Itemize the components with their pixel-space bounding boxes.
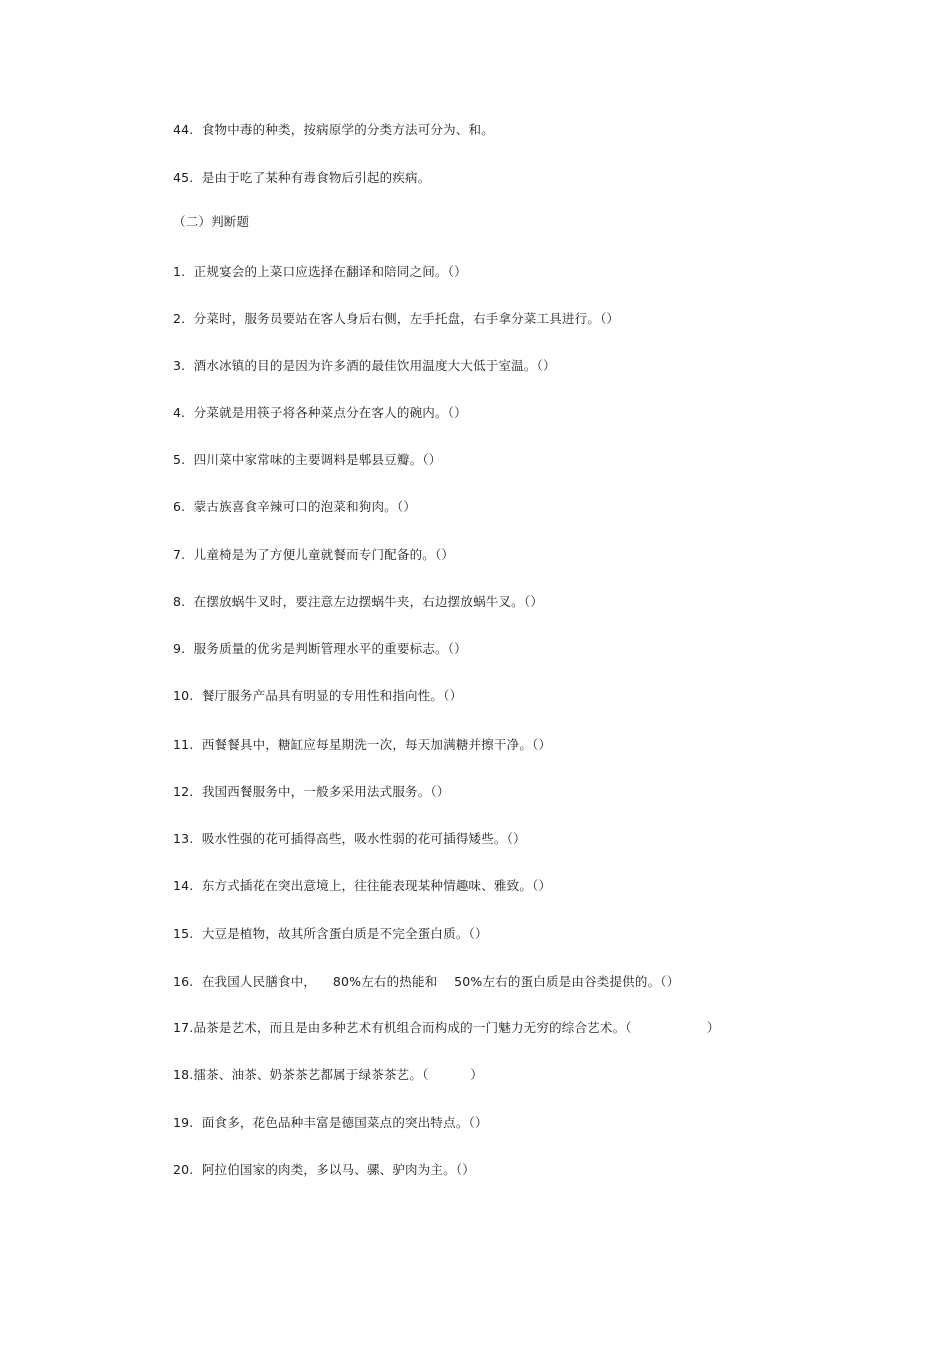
judgment-item-17: 17.品茶是艺术，而且是由多种艺术有机组合而构成的一门魅力无穷的综合艺术。（ ） bbox=[173, 1020, 720, 1035]
judgment-item-1: 1. 正规宴会的上菜口应选择在翻译和陪同之间。（） bbox=[173, 264, 467, 279]
judgment-item-2: 2. 分菜时，服务员要站在客人身后右侧，左手托盘，右手拿分菜工具进行。（） bbox=[173, 311, 620, 326]
judgment-item-4: 4. 分菜就是用筷子将各种菜点分在客人的碗内。（） bbox=[173, 405, 467, 420]
judgment-item-13: 13. 吸水性强的花可插得高些，吸水性弱的花可插得矮些。（） bbox=[173, 831, 526, 846]
judgment-item-3: 3. 酒水冰镇的目的是因为许多酒的最佳饮用温度大大低于室温。（） bbox=[173, 358, 556, 373]
judgment-item-18: 18.擂茶、油茶、奶茶茶艺都属于绿茶茶艺。（ ） bbox=[173, 1067, 483, 1082]
judgment-item-20: 20. 阿拉伯国家的肉类，多以马、骡、驴肉为主。（） bbox=[173, 1162, 475, 1177]
question-45: 45. 是由于吃了某种有毒食物后引起的疾病。 bbox=[173, 170, 431, 185]
judgment-item-19: 19. 面食多，花色品种丰富是德国菜点的突出特点。（） bbox=[173, 1115, 488, 1130]
judgment-item-5: 5. 四川菜中家常味的主要调料是郫县豆瓣。（） bbox=[173, 452, 442, 467]
judgment-item-9: 9. 服务质量的优劣是判断管理水平的重要标志。（） bbox=[173, 641, 467, 656]
question-44: 44. 食物中毒的种类，按病原学的分类方法可分为、和。 bbox=[173, 122, 494, 137]
judgment-item-7: 7. 儿童椅是为了方便儿童就餐而专门配备的。（） bbox=[173, 547, 455, 562]
judgment-item-11: 11. 西餐餐具中，糖缸应每星期洗一次，每天加满糖并擦干净。（） bbox=[173, 737, 552, 752]
judgment-item-6: 6. 蒙古族喜食辛辣可口的泡菜和狗肉。（） bbox=[173, 499, 417, 514]
judgment-item-10: 10. 餐厅服务产品具有明显的专用性和指向性。（） bbox=[173, 688, 463, 703]
section-title: （二）判断题 bbox=[173, 214, 250, 229]
judgment-item-8: 8. 在摆放蜗牛叉时，要注意左边摆蜗牛夹，右边摆放蜗牛叉。（） bbox=[173, 594, 544, 609]
judgment-item-15: 15. 大豆是植物，故其所含蛋白质是不完全蛋白质。（） bbox=[173, 926, 488, 941]
judgment-item-14: 14. 东方式插花在突出意境上，往往能表现某种情趣味、雅致。（） bbox=[173, 878, 552, 893]
judgment-item-12: 12. 我国西餐服务中，一般多采用法式服务。（） bbox=[173, 784, 450, 799]
judgment-item-16: 16. 在我国人民膳食中， 80%左右的热能和 50%左右的蛋白质是由谷类提供的。（） bbox=[173, 974, 680, 989]
